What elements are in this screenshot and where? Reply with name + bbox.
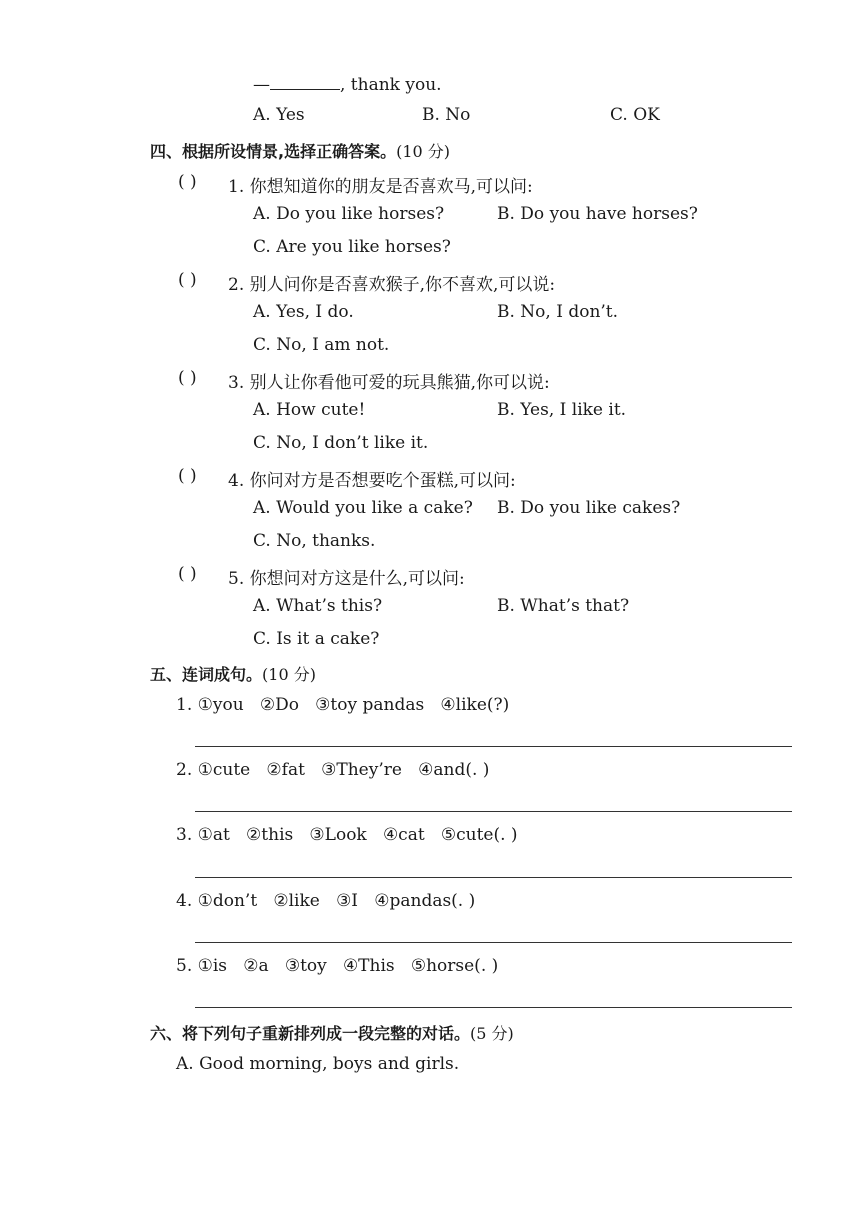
option-c: C. No, I am not. xyxy=(253,335,390,355)
section-5-title: 五、连词成句。 xyxy=(150,665,263,684)
dash: — xyxy=(253,75,270,95)
section-5-points: (10 分) xyxy=(262,665,316,684)
scramble-item: 2. ①cute ②fat ③They’re ④and(. ) xyxy=(176,760,490,780)
scramble-item: 4. ①don’t ②like ③I ④pandas(. ) xyxy=(176,891,476,911)
prev-option-c: C. OK xyxy=(610,105,660,125)
option-c: C. Is it a cake? xyxy=(253,629,380,649)
scramble-item: 3. ①at ②this ③Look ④cat ⑤cute(. ) xyxy=(176,825,518,845)
option-c: C. Are you like horses? xyxy=(253,237,451,257)
section-4-title: 四、根据所设情景,选择正确答案。 xyxy=(150,142,397,161)
option-b: B. What’s that? xyxy=(497,596,630,616)
section-6-points: (5 分) xyxy=(470,1024,514,1043)
answer-line-text: , thank you. xyxy=(340,75,442,95)
option-b: B. Do you have horses? xyxy=(497,204,698,224)
section-5-heading xyxy=(150,662,316,685)
option-a: A. Would you like a cake? xyxy=(253,498,473,518)
scramble-item: 5. ①is ②a ③toy ④This ⑤horse(. ) xyxy=(176,956,499,976)
option-c: C. No, thanks. xyxy=(253,531,376,551)
question-prompt: 5. 你想问对方这是什么,可以问: xyxy=(228,569,465,589)
option-b: B. Do you like cakes? xyxy=(497,498,681,518)
option-b: B. Yes, I like it. xyxy=(497,400,627,420)
question-prompt: 4. 你问对方是否想要吃个蛋糕,可以问: xyxy=(228,471,516,491)
answer-paren[interactable]: ( ) xyxy=(178,270,197,290)
answer-paren[interactable]: ( ) xyxy=(178,466,197,486)
dialogue-line-a: A. Good morning, boys and girls. xyxy=(176,1054,460,1074)
answer-rule[interactable] xyxy=(195,746,792,747)
answer-paren[interactable]: ( ) xyxy=(178,368,197,388)
section-4-points: (10 分) xyxy=(396,142,451,161)
section-6-title: 六、将下列句子重新排列成一段完整的对话。 xyxy=(150,1024,471,1043)
option-a: A. Do you like horses? xyxy=(253,204,445,224)
answer-rule[interactable] xyxy=(195,942,792,943)
option-a: A. How cute! xyxy=(253,400,366,420)
question-prompt: 2. 别人问你是否喜欢猴子,你不喜欢,可以说: xyxy=(228,275,556,295)
prev-option-b: B. No xyxy=(422,105,471,125)
option-a: A. Yes, I do. xyxy=(253,302,354,322)
section-4-heading xyxy=(150,139,450,162)
prev-option-a: A. Yes xyxy=(253,105,305,125)
answer-blank[interactable] xyxy=(270,75,340,90)
answer-paren[interactable]: ( ) xyxy=(178,564,197,584)
answer-line xyxy=(253,75,442,95)
question-prompt: 1. 你想知道你的朋友是否喜欢马,可以问: xyxy=(228,177,533,197)
section-6-heading xyxy=(150,1021,514,1044)
option-a: A. What’s this? xyxy=(253,596,383,616)
question-prompt: 3. 别人让你看他可爱的玩具熊猫,你可以说: xyxy=(228,373,550,393)
scramble-item: 1. ①you ②Do ③toy pandas ④like(?) xyxy=(176,695,510,715)
answer-rule[interactable] xyxy=(195,877,792,878)
answer-rule[interactable] xyxy=(195,811,792,812)
answer-paren[interactable]: ( ) xyxy=(178,172,197,192)
answer-rule[interactable] xyxy=(195,1007,792,1008)
option-c: C. No, I don’t like it. xyxy=(253,433,429,453)
option-b: B. No, I don’t. xyxy=(497,302,619,322)
